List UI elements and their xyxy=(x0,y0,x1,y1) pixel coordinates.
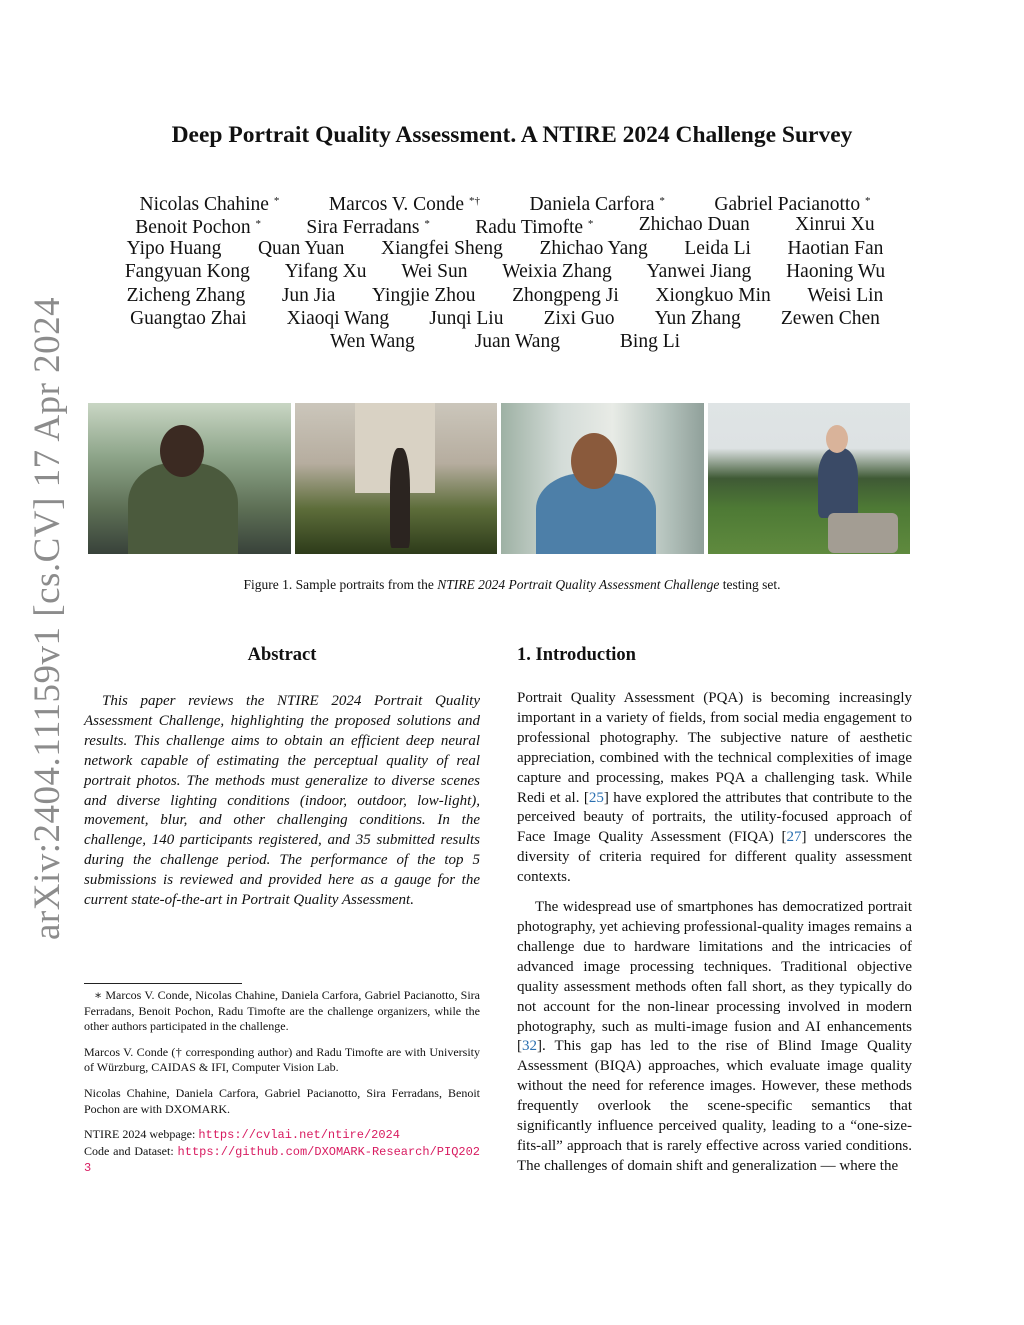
author: Yun Zhang xyxy=(654,307,741,329)
citation-link[interactable]: 25 xyxy=(588,789,604,806)
author: Weisi Lin xyxy=(807,284,884,306)
author-row xyxy=(90,284,920,307)
footnote-affiliation: Marcos V. Conde († corresponding author) and Radu Timofte are with University of Würzburg, CAIDAS & IFI, Computer Vision Lab. xyxy=(84,1044,480,1075)
author: Nicolas Chahine * xyxy=(139,194,280,215)
footnote-links: NTIRE 2024 webpage: https://cvlai.net/ntire/2024 Code and Dataset: https://github.com/DXOMARK-Research/PIQ2023 xyxy=(84,1127,480,1176)
author: Xinrui Xu xyxy=(795,214,875,236)
author: Zicheng Zhang xyxy=(126,284,246,306)
footnote-rule xyxy=(84,983,242,984)
author: Leida Li xyxy=(684,237,751,259)
webpage-link[interactable]: https://cvlai.net/ntire/2024 xyxy=(198,1128,400,1143)
author: Benoit Pochon * xyxy=(135,217,262,239)
figure-caption: Figure 1. Sample portraits from the NTIRE 2024 Portrait Quality Assessment Challenge testing set. xyxy=(243,577,781,592)
author: Radu Timofte * xyxy=(475,217,594,239)
code-dataset-link[interactable]: https://github.com/DXOMARK-Research/PIQ2023 xyxy=(84,1144,480,1176)
author-row xyxy=(90,330,920,353)
author: Yipo Huang xyxy=(126,237,222,259)
author: Junqi Liu xyxy=(429,307,504,329)
portrait-photo xyxy=(88,403,291,554)
author: Marcos V. Conde *† xyxy=(328,194,480,215)
paper-title: Deep Portrait Quality Assessment. A NTIRE 2024 Challenge Survey xyxy=(171,122,853,148)
author: Zhongpeng Ji xyxy=(512,284,619,306)
author: Haoning Wu xyxy=(786,261,886,283)
author: Sira Ferradans * xyxy=(306,217,430,239)
footnote-affiliation: Nicolas Chahine, Daniela Carfora, Gabriel Pacianotto, Sira Ferradans, Benoit Pochon are with DXOMARK. xyxy=(84,1085,480,1116)
author: Haotian Fan xyxy=(787,237,884,259)
portrait-photo xyxy=(708,403,911,554)
portrait-photo xyxy=(501,403,704,554)
arxiv-identifier: arXiv:2404.11159v1 [cs.CV] 17 Apr 2024 xyxy=(27,296,68,940)
figure-portraits xyxy=(88,403,910,554)
author: Yifang Xu xyxy=(284,261,367,283)
author-list xyxy=(90,190,920,354)
author: Quan Yuan xyxy=(257,237,345,259)
author: Fangyuan Kong xyxy=(124,261,250,283)
author: Daniela Carfora * xyxy=(529,194,665,215)
author: Zhichao Yang xyxy=(539,237,648,259)
author: Guangtao Zhai xyxy=(130,307,247,329)
abstract-heading: Abstract xyxy=(247,645,317,665)
citation-link[interactable]: 27 xyxy=(786,829,802,846)
author-row xyxy=(90,213,920,239)
footnote-organizers: ∗ Marcos V. Conde, Nicolas Chahine, Daniela Carfora, Gabriel Pacianotto, Sira Ferradans, Benoit Pochon, Radu Timofte are the challenge organizers, while the other authors participated in the challenge. xyxy=(84,988,480,1034)
author: Juan Wang xyxy=(474,331,560,353)
author: Zewen Chen xyxy=(780,307,880,329)
portrait-photo xyxy=(295,403,498,554)
author-row xyxy=(90,307,920,330)
citation-link[interactable]: 32 xyxy=(522,1038,537,1055)
author-row xyxy=(90,237,920,260)
author: Xiangfei Sheng xyxy=(381,237,503,259)
introduction-section xyxy=(517,645,912,1177)
intro-paragraph: The widespread use of smartphones has democratized portrait photography, yet achieving professional-quality images remains a challenge due to hardware limitations and the intricacies of advanced image processing techniques. Traditional objective quality assessment methods often fall short, as they typically do not account for the non-linear processing involved in modern photography, such as multi-image fusion and AI enhancements [32]. This gap has led to the rise of Blind Image Quality Assessment (BIQA) approaches, which evaluate image quality without the need for reference images. However, these methods frequently overlook the scene-specific semantics that significantly influence perceived quality, leading to a “one-size-fits-all” approach that is rarely effective across varied conditions. The challenges of domain shift and generalization — where the xyxy=(517,899,912,1174)
author: Yanwei Jiang xyxy=(646,261,752,283)
footnotes xyxy=(84,988,480,1177)
author: Xiongkuo Min xyxy=(655,284,771,306)
intro-paragraph: Portrait Quality Assessment (PQA) is becoming increasingly important in a variety of fields, from social media engagement to professional photography. The subjective nature of aesthetic appreciation, combined with the technical complexities of image capture and processing, makes PQA a challenging task. While Redi et al. [25] have explored the attributes that contribute to the perceived beauty of portraits, the utility-focused approach of Face Image Quality Assessment (FIQA) [27] underscores the diversity of criteria required for different quality assessment contexts. xyxy=(517,690,912,886)
abstract-section xyxy=(84,645,480,911)
author: Zixi Guo xyxy=(543,307,615,329)
author: Bing Li xyxy=(619,331,681,353)
author: Yingjie Zhou xyxy=(372,284,476,306)
author: Xiaoqi Wang xyxy=(286,307,390,329)
author-row xyxy=(90,260,920,283)
author: Zhichao Duan xyxy=(638,214,750,236)
abstract-text: This paper reviews the NTIRE 2024 Portrait Quality Assessment Challenge, highlighting the proposed solutions and results. This challenge aims to obtain an efficient deep neural network capable of estimating the perceptual quality of real portrait photos. The methods must generalize to diverse scenes and diverse lighting conditions (indoor, outdoor, low-light), movement, blur, and other challenging conditions. In the challenge, 140 participants registered, and 35 submitted results during the challenge period. The performance of the top 5 submissions is reviewed and provided here as a gauge for the current state-of-the-art in Portrait Quality Assessment. xyxy=(84,693,480,909)
introduction-heading: 1. Introduction xyxy=(517,645,636,665)
author: Wen Wang xyxy=(329,331,415,353)
author: Weixia Zhang xyxy=(502,261,612,283)
author: Jun Jia xyxy=(281,284,336,306)
author: Wei Sun xyxy=(401,261,468,283)
author-row xyxy=(90,190,920,213)
author: Gabriel Pacianotto * xyxy=(714,194,871,215)
